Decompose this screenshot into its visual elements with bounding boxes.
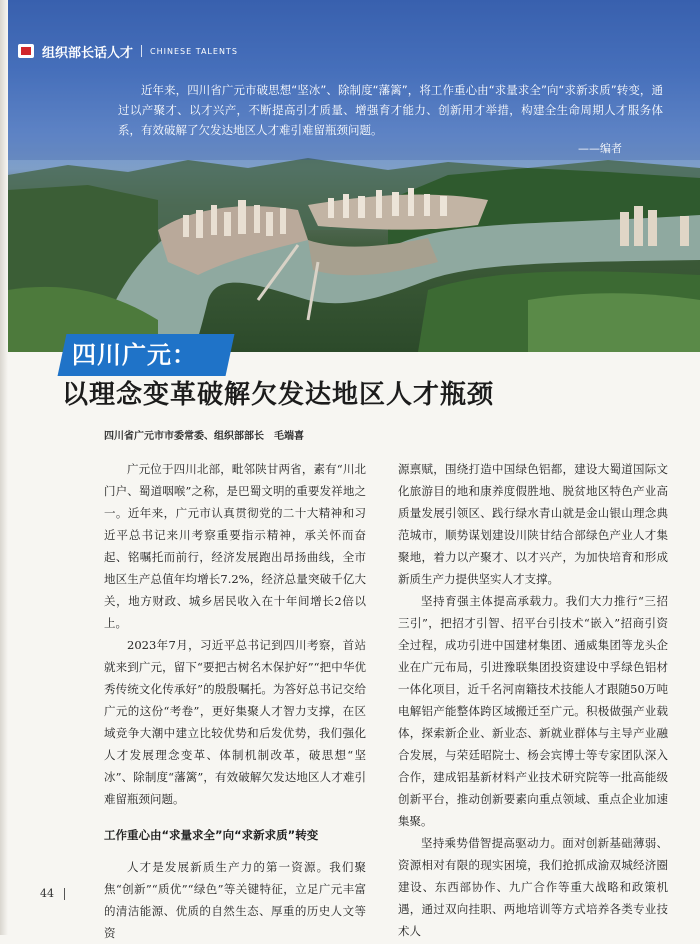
column-divider	[141, 45, 142, 57]
right-column	[398, 458, 668, 942]
author-byline: 四川省广元市市委常委、组织部部长 毛端喜	[104, 431, 304, 442]
section-subheading: 工作重心由“求量求全”向“求新求质”转变	[104, 828, 319, 842]
hero-aerial-photo	[8, 0, 700, 352]
page-number-divider	[64, 888, 65, 900]
editor-note: 近年来，四川省广元市破思想“坚冰”、除制度“藩篱”，将工作重心由“求量求全”向“求新求质”转变，通过以产聚才、以才兴产，不断提高引才质量、增强育才能力、创新用才举措，构建全生命周期人才服务体系，有效破解了欠发达地区人才难引难留瓶颈问题。	[118, 83, 663, 137]
page-number: 44	[40, 887, 54, 900]
paragraph: 广元位于四川北部，毗邻陕甘两省，素有“川北门户、蜀道咽喉”之称，是巴蜀文明的重要发祥地之一。近年来，广元市认真贯彻党的二十大精神和习近平总书记来川考察重要指示精神，承关怀而奋起、铭嘱托而前行，经济发展跑出昂扬曲线，全市地区生产总值年均增长7.2%，经济总量突破千亿大关，地方财政、城乡居民收入在十年间增长2倍以上。	[104, 462, 366, 630]
page-footer	[40, 887, 65, 900]
column-logo-icon	[18, 44, 34, 58]
paragraph: 人才是发展新质生产力的第一资源。我们聚焦“创新”“质优”“绿色”等关键特征，立足广元丰富的清洁能源、优质的自然生态、厚重的历史人文等资	[104, 860, 366, 940]
paragraph: 坚持乘势借智提高驱动力。面对创新基础薄弱、资源相对有限的现实困境，我们抢抓成渝双城经济圈建设、东西部协作、九广合作等重大战略和政策机遇，通过双向挂职、两地培训等方式培养各类专业技术人	[398, 836, 668, 938]
paragraph-continued: 源禀赋，围绕打造中国绿色铝都，建设大蜀道国际文化旅游目的地和康养度假胜地、脱贫地区特色产业高质量发展引领区、践行绿水青山就是金山银山理念典范城市，顺势谋划建设川陕甘结合部绿色产业人才集聚地，着力以产聚才、以才兴产，为加快培育和形成新质生产力提供坚实人才支撑。	[398, 462, 668, 586]
paragraph: 坚持育强主体提高承载力。我们大力推行“三招三引”，把招才引智、招平台引技术“嵌入”招商引资全过程，成功引进中国建材集团、通威集团等龙头企业在广元布局，引进豫联集团投资建设中孚绿色铝材一体化项目，近千名河南籍技术技能人才跟随50万吨电解铝产能整体跨区域搬迁至广元。积极做强产业载体，探索新企业、新业态、新就业群体与主导产业融合发展，与荣廷昭院士、杨会宾博士等专家团队深入合作，建成铝基新材料产业技术研究院等一批高能级创新平台，推动创新要素向重点领域、重点企业加速集聚。	[398, 594, 668, 828]
column-header	[18, 40, 238, 62]
paragraph: 2023年7月，习近平总书记到四川考察，首站就来到广元，留下“要把古树名木保护好”“把中华优秀传统文化传承好”的殷殷嘱托。为答好总书记交给广元的这份“考卷”，更好集聚人才智力支撑，在区域竞争大潮中建立比较优势和后发优势，我们强化人才发展理念变革、体制机制改革，破思想“坚冰”、除制度“藩篱”，有效破解欠发达地区人才难引难留瓶颈问题。	[104, 638, 366, 806]
column-title-en: CHINESE TALENTS	[150, 46, 238, 56]
column-title: 组织部长话人才	[42, 45, 134, 61]
article-title: 以理念变革破解欠发达地区人才瓶颈	[62, 380, 495, 410]
title-badge: 四川广元：	[72, 341, 197, 369]
page-binding-edge	[0, 0, 8, 935]
left-column	[104, 458, 366, 944]
editor-signature: ——编者	[578, 142, 622, 155]
